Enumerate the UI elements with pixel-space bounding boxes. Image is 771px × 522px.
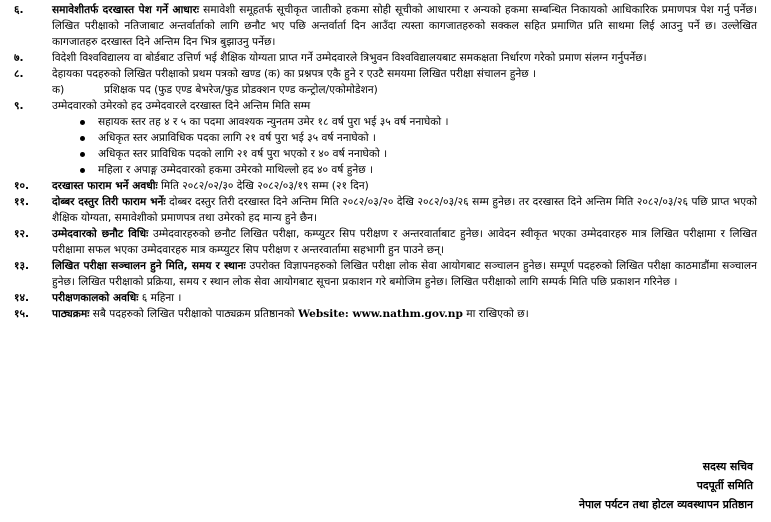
item-text: ६ महिना । bbox=[141, 292, 182, 304]
item-number: ७. bbox=[14, 52, 24, 64]
sub-item-text: प्रशिक्षक पद (फुड एण्ड बेभरेज/फुड प्रोडक्शन एण्ड कन्ट्रोल/एकोमोडेशन) bbox=[104, 84, 378, 96]
item-text: देहायका पदहरुको लिखित परीक्षाको प्रथम पत्रको खण्ड (क) का प्रश्नपत्र एकै हुने र एउटै समयमा लिखित परीक्षा संचालन हुनेछ । bbox=[52, 68, 537, 80]
notice-item-8 bbox=[14, 66, 757, 98]
website-link[interactable]: Website: www.nathm.gov.np bbox=[298, 308, 463, 320]
item-title: दरखास्त फाराम भर्ने अवधीः bbox=[52, 180, 158, 192]
item-text-after: मा राखिएको छ। bbox=[466, 308, 529, 320]
age-limit-list bbox=[14, 114, 757, 178]
notice-item-9 bbox=[14, 98, 757, 114]
item-text: समावेशी समूहतर्फ सूचीकृत जातीको हकमा सोही सूचीको आधारमा र अन्यको हकमा सम्बन्धित निकायको आधिकारिक प्रमाणपत्र पेश गर्नु पर्नेछ। लिखित परीक्षाको नतिजाबाट अन्तर्वार्ताको लागि छनौट भए पछि अन्तर्वार्ता दिन आउँदा त्यस्ता कागजातहरुको सक्कल सहित प्रमाणित प्रति साथमा लिई आउनु पर्ने छ। उल्लेखित कागजातहरु दरखास्त दिने अन्तिम दिन भित्र बुझाउनु पर्नेछ। bbox=[52, 4, 757, 48]
list-item: महिला र अपाङ्ग उम्मेदवारको हकमा उमेरको माथिल्लो हद ४० वर्ष हुनेछ । bbox=[78, 162, 757, 178]
notice-item-6 bbox=[14, 2, 757, 50]
list-item: सहायक स्तर तह ४ र ५ का पदमा आवश्यक न्युनतम उमेर १८ वर्ष पुरा भई ३५ वर्ष ननाघेको । bbox=[78, 114, 757, 130]
notice-item-13 bbox=[14, 258, 757, 290]
list-item: अधिकृत स्तर प्राविधिक पदको लागि २१ वर्ष पुरा भएको र ४० वर्ष ननाघेको । bbox=[78, 146, 757, 162]
notice-item-14 bbox=[14, 290, 757, 306]
notice-item-10 bbox=[14, 178, 757, 194]
item-title: समावेशीतर्फ दरखास्त पेश गर्ने आधारः bbox=[52, 4, 200, 16]
item-text: दोब्बर दस्तुर तिरी दरखास्त दिने अन्तिम मिति २०८२/०३/२० देखि २०८२/०३/२६ सम्म हुनेछ। तर दरखास्त दिने अन्तिम मिति २०८२/०३/२६ पछि प्राप्त भएको शैक्षिक योग्यता, समावेशीको प्रमाणपत्र तथा उमेरको हद मान्य हुने छैन। bbox=[52, 196, 757, 224]
item-text: विदेशी विश्वविद्यालय वा बोर्डबाट उत्तिर्ण भई शैक्षिक योग्यता प्राप्त गर्ने उम्मेदवारले त्रिभुवन विश्वविद्यालयबाट समकक्षता निर्धारण गरेको प्रमाण संलग्न गर्नुपर्नेछ। bbox=[52, 52, 647, 64]
item-8-sub bbox=[52, 82, 757, 98]
item-title: परीक्षणकालको अवधिः bbox=[52, 292, 139, 304]
list-item: अधिकृत स्तर अप्राविधिक पदका लागि २१ वर्ष पुरा भई ३५ वर्ष ननाघेको । bbox=[78, 130, 757, 146]
item-number: ६. bbox=[14, 4, 24, 16]
item-text: उम्मेदवारहरुको छनौट लिखित परीक्षा, कम्प्युटर सिप परीक्षण र अन्तरवार्ताबाट हुनेछ। आवेदन स्वीकृत भएका उम्मेदवारहरु मात्र लिखित परीक्षामा र लिखित परीक्षामा सफल भएका उम्मेदवारहरु मात्र कम्प्युटर सिप परीक्षण र अन्तरवार्तामा सहभागी हुन पाउने छन्। bbox=[52, 228, 757, 256]
item-number: १३. bbox=[14, 260, 30, 272]
item-number: १२. bbox=[14, 228, 30, 240]
item-number: १४. bbox=[14, 292, 30, 304]
item-text: उपरोक्त विज्ञापनहरुको लिखित परीक्षा लोक सेवा आयोगबाट सञ्चालन हुनेछ। सम्पूर्ण पदहरुको लिखित परीक्षा काठमाडौंमा सञ्चालन हुनेछ। लिखित परीक्षाको प्रक्रिया, समय र स्थान लोक सेवा आयोगबाट सूचना प्रकाशन गरे बमोजिम हुनेछ। लिखित परीक्षाको लागि सम्पर्क मिति पछि प्रकाशन गरिनेछ । bbox=[52, 260, 757, 288]
sub-item-key: क) bbox=[52, 84, 65, 96]
item-number: १५. bbox=[14, 308, 30, 320]
item-number: १०. bbox=[14, 180, 30, 192]
signature-committee: पदपूर्ती समिति bbox=[696, 479, 753, 492]
item-text: उम्मेदवारको उमेरको हद उम्मेदवारले दरखास्त दिने अन्तिम मिति सम्म bbox=[52, 100, 311, 112]
item-number: ९. bbox=[14, 100, 24, 112]
signature-organization: नेपाल पर्यटन तथा होटल व्यवस्थापन प्रतिष्ठान bbox=[578, 498, 753, 511]
item-text: सबै पदहरुको लिखित परीक्षाको पाठ्यक्रम प्रतिष्ठानको bbox=[92, 308, 295, 320]
item-number: ११. bbox=[14, 196, 30, 208]
notice-item-12 bbox=[14, 226, 757, 258]
signature-title: सदस्य सचिव bbox=[702, 460, 753, 473]
signature-block bbox=[579, 457, 753, 514]
item-title: लिखित परीक्षा सञ्चालन हुने मिति, समय र स्थानः bbox=[52, 260, 246, 272]
item-number: ८. bbox=[14, 68, 24, 80]
item-text: मिति २०८२/०२/३० देखि २०८२/०३/१९ सम्म (२१ दिन) bbox=[161, 180, 369, 192]
notice-item-15 bbox=[14, 306, 757, 322]
notice-item-7 bbox=[14, 50, 757, 66]
notice-item-11 bbox=[14, 194, 757, 226]
item-title: उम्मेदवारको छनौट विधिः bbox=[52, 228, 149, 240]
item-title: पाठ्यक्रमः bbox=[52, 308, 90, 320]
item-title: दोब्बर दस्तुर तिरी फाराम भर्नेः bbox=[52, 196, 166, 208]
